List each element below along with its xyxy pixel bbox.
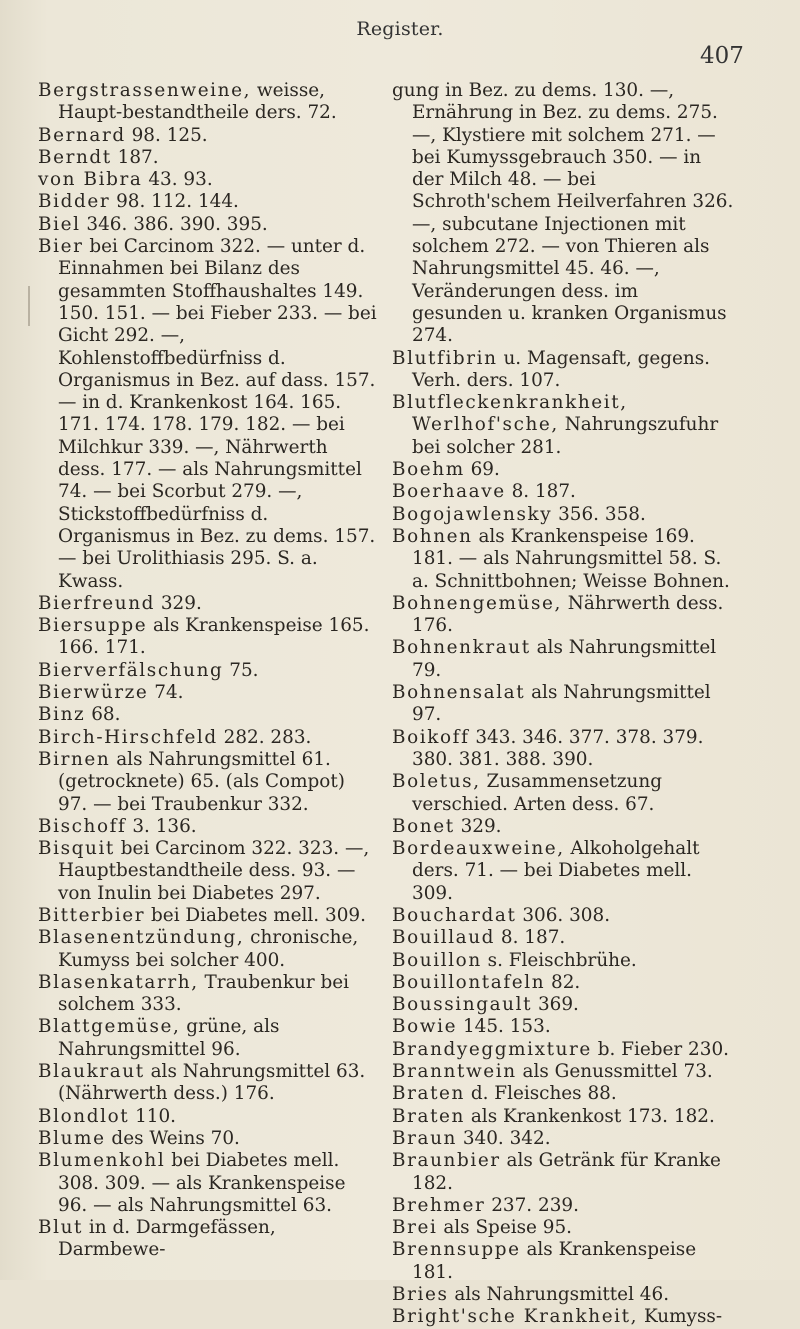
index-references: chronische, Kumyss bei solcher 400.: [58, 927, 359, 971]
index-entry: [392, 927, 734, 949]
index-headword: Blumenkohl: [38, 1150, 166, 1172]
index-references: als Getränk für Kranke 182.: [412, 1150, 721, 1194]
index-entry: [38, 1106, 380, 1128]
index-entry: [38, 838, 380, 905]
index-headword: Blut: [38, 1217, 84, 1239]
index-entry: [38, 660, 380, 682]
index-entry: [38, 147, 380, 169]
index-headword: Blasenentzündung,: [38, 927, 245, 949]
index-headword: Bitterbier: [38, 904, 146, 926]
index-references: 74.: [148, 682, 184, 704]
index-references: als Nahrungsmittel 79.: [412, 637, 717, 681]
index-entry: [392, 1284, 734, 1306]
index-references: grüne, als Nahrungsmittel 96.: [58, 1016, 280, 1060]
index-references: 306. 308.: [516, 904, 611, 926]
index-headword: Bohnen: [392, 525, 473, 547]
index-references: u. Magensaft, gegens. Verh. ders. 107.: [412, 347, 711, 391]
index-headword: Birch-Hirschfeld: [38, 726, 218, 748]
index-entry: [392, 526, 734, 593]
index-entry: [38, 1016, 380, 1061]
index-references: b. Fieber 230.: [591, 1038, 729, 1060]
index-references: 346. 386. 390. 395.: [80, 213, 268, 235]
index-headword: Bierverfälschung: [38, 659, 224, 681]
index-headword: Boikoff: [392, 726, 470, 748]
index-headword: Bouchardat: [392, 904, 517, 926]
index-headword: Brehmer: [392, 1194, 486, 1216]
index-entry: [38, 816, 380, 838]
index-entry: [392, 1239, 734, 1284]
index-headword: Blume: [38, 1127, 106, 1149]
index-references: 98. 125.: [125, 124, 208, 146]
index-references: 343. 346. 377. 378. 379. 380. 381. 388. 390.: [412, 726, 704, 770]
index-entry: [392, 1083, 734, 1105]
index-entry: [392, 950, 734, 972]
index-headword: Bouillontafeln: [392, 971, 546, 993]
index-references: 69.: [464, 459, 500, 481]
index-references: als Nahrungsmittel 97.: [412, 682, 711, 726]
index-headword: Birnen: [38, 748, 111, 770]
index-references: als Nahrungsmittel 61. (getrocknete) 65. (als Compot) 97. — bei Traubenkur 332.: [58, 748, 345, 815]
left-index-column: [38, 80, 380, 1262]
index-references: 8. 187.: [505, 481, 576, 503]
index-references: 237. 239.: [485, 1194, 579, 1216]
index-headword: Berndt: [38, 146, 112, 168]
index-headword: Bohnengemüse,: [392, 592, 562, 614]
index-entry: [38, 905, 380, 927]
index-headword: Blaukraut: [38, 1061, 145, 1083]
index-references: 75.: [223, 659, 259, 681]
index-references: als Krankenspeise 181.: [412, 1239, 697, 1283]
index-headword: Blasenkatarrh,: [38, 971, 199, 993]
index-references: 282. 283.: [217, 726, 312, 748]
index-headword: Boletus,: [392, 771, 481, 793]
index-references: Zusammensetzung verschied. Arten dess. 67.: [412, 771, 663, 815]
index-entry: [392, 1150, 734, 1195]
index-references: 369.: [532, 994, 579, 1016]
index-references: Nährwerth dess. 176.: [412, 592, 724, 637]
index-headword: Bowie: [392, 1016, 458, 1038]
index-headword: Branntwein: [392, 1061, 517, 1083]
index-headword: Bouillaud: [392, 927, 496, 949]
index-entry: [38, 593, 380, 615]
index-entry: [38, 236, 380, 593]
index-headword: Bohnenkraut: [392, 637, 531, 659]
index-headword: Blattgemüse,: [38, 1016, 181, 1038]
index-headword: Bonet: [392, 815, 455, 837]
index-entry: [392, 593, 734, 638]
index-headword: Boehm: [392, 459, 465, 481]
index-references: s. Fleischbrühe.: [481, 949, 637, 971]
index-entry: [38, 1061, 380, 1106]
index-headword: Biersuppe: [38, 615, 148, 637]
index-headword: Bisquit: [38, 838, 115, 860]
index-references: als Speise 95.: [437, 1217, 573, 1239]
index-references: 3. 136.: [126, 815, 197, 837]
index-references: als Krankenkost 173. 182.: [465, 1105, 715, 1127]
index-references: bei Carcinom 322. — unter d. Einnahmen bei Bilanz des gesammten Stoffhaushaltes 149. 150. 151. — bei Fieber 233. — bei Gicht 292. —, Kohlenstoffbedürfniss d. Organismus in Bez. auf dass. 157. — in d. Krankenkost 164. 165. 171. 174. 178. 179. 182. — bei Milchkur 339. —, Nährwerth dess. 177. — als Nahrungsmittel 74. — bei Scorbut 279. —, Stickstoffbedürfniss d. Organismus in Bez. zu dems. 157. — bei Urolithiasis 295. S. a. Kwass.: [58, 236, 377, 592]
index-entry: [38, 927, 380, 972]
index-headword: Braten: [392, 1105, 465, 1127]
index-headword: Bright'sche Krankheit,: [392, 1306, 639, 1328]
index-entry: [38, 972, 380, 1017]
index-references: Traubenkur bei solchem 333.: [58, 971, 350, 1016]
index-entry: [392, 1061, 734, 1083]
index-entry: [38, 80, 380, 125]
index-headword: Bouillon: [392, 949, 482, 971]
index-headword: Braten: [392, 1083, 465, 1105]
index-entry: [38, 169, 380, 191]
index-entry: [38, 1217, 380, 1262]
index-references: bei Carcinom 322. 323. —, Hauptbestandtheile dess. 93. — von Inulin bei Diabetes 297.: [58, 838, 370, 904]
page-number: 407: [700, 43, 744, 69]
index-references: bei Diabetes mell. 309.: [145, 904, 366, 926]
index-references: 356. 358.: [552, 503, 646, 525]
index-references: 110.: [129, 1105, 177, 1127]
index-headword: Bries: [392, 1284, 449, 1306]
index-headword: Bier: [38, 236, 84, 258]
index-entry: [392, 682, 734, 727]
index-headword: Boerhaave: [392, 481, 506, 503]
index-references: 82.: [545, 971, 581, 993]
index-entry: [38, 125, 380, 147]
index-headword: Brennsuppe: [392, 1239, 521, 1261]
index-entry: [38, 615, 380, 660]
index-references: bei Diabetes mell. 308. 309. — als Krankenspeise 96. — als Nahrungsmittel 63.: [58, 1150, 346, 1216]
index-references: 8. 187.: [495, 927, 566, 949]
index-entry: [392, 771, 734, 816]
right-index-column: [392, 80, 734, 1329]
index-entry: [392, 459, 734, 481]
index-headword: von Bibra: [38, 169, 143, 191]
index-entry: [38, 1150, 380, 1217]
index-entry: [392, 348, 734, 393]
index-headword: Bordeauxweine,: [392, 838, 565, 860]
index-headword: Bidder: [38, 191, 111, 213]
index-references: Alkoholgehalt ders. 71. — bei Diabetes mell. 309.: [412, 838, 700, 904]
index-entry: [392, 80, 734, 348]
index-references: d. Fleisches 88.: [465, 1083, 617, 1105]
index-references: als Krankenspeise 165. 166. 171.: [58, 615, 370, 659]
index-headword: Biel: [38, 213, 81, 235]
index-headword: Bierwürze: [38, 682, 149, 704]
index-entry: [392, 504, 734, 526]
index-entry: [392, 637, 734, 682]
index-headword: Binz: [38, 704, 86, 726]
index-references: 329.: [454, 815, 502, 837]
index-headword: Bohnensalat: [392, 682, 526, 704]
index-headword: Brei: [392, 1217, 438, 1239]
index-headword: Bierfreund: [38, 592, 156, 614]
index-headword: Braunbier: [392, 1150, 501, 1172]
index-references: als Genussmittel 73.: [516, 1061, 713, 1083]
index-headword: Brandyeggmixture: [392, 1038, 592, 1060]
index-entry: [392, 994, 734, 1016]
index-entry: [38, 704, 380, 726]
index-entry: [392, 481, 734, 503]
index-entry: [392, 1106, 734, 1128]
index-headword: Bischoff: [38, 815, 127, 837]
index-references: 187.: [111, 146, 159, 168]
index-references: als Nahrungsmittel 46.: [448, 1284, 670, 1306]
index-entry: [38, 682, 380, 704]
index-entry: [392, 727, 734, 772]
index-entry: [38, 191, 380, 213]
index-entry: [392, 1217, 734, 1239]
index-entry: [392, 905, 734, 927]
index-references: 43. 93.: [142, 169, 213, 191]
running-title: Register.: [356, 18, 444, 40]
index-headword: Braun: [392, 1127, 457, 1149]
index-headword: Bergstrassenweine,: [38, 80, 252, 101]
index-headword: Boussingault: [392, 994, 533, 1016]
index-headword: Bernard: [38, 124, 126, 146]
index-entry: [392, 1195, 734, 1217]
index-entry: [392, 392, 734, 459]
index-references: gung in Bez. zu dems. 130. —, Ernährung in Bez. zu dems. 275. —, Klystiere mit solchem 271. — bei Kumyssgebrauch 350. — in der Milch 48. — bei Schroth'schem Heilverfahren 326. —, subcutane Injectionen mit solchem 272. — von Thieren als Nahrungsmittel 45. 46. —, Veränderungen dess. im gesunden u. kranken Organismus 274.: [392, 80, 734, 347]
index-headword: Blondlot: [38, 1105, 130, 1127]
index-references: 340. 342.: [456, 1127, 551, 1149]
index-references: in d. Darmgefässen, Darmbewe-: [58, 1217, 276, 1261]
index-references: als Krankenspeise 169. 181. — als Nahrungsmittel 58. S. a. Schnittbohnen; Weisse Bohnen.: [412, 525, 730, 592]
index-entry: [392, 838, 734, 905]
index-entry: [392, 972, 734, 994]
index-entry: [392, 1039, 734, 1061]
index-references: Nahrungszufuhr bei solcher 281.: [412, 414, 719, 458]
index-references: 145. 153.: [457, 1016, 551, 1038]
index-references: 68.: [85, 704, 121, 726]
index-entry: [38, 749, 380, 816]
index-entry: [38, 727, 380, 749]
index-entry: [392, 1128, 734, 1150]
index-entry: [38, 214, 380, 236]
index-entry: [38, 1128, 380, 1150]
index-references: als Nahrungsmittel 63. (Nährwerth dess.) 176.: [58, 1061, 366, 1105]
index-entry: [392, 1016, 734, 1038]
index-entry: [392, 816, 734, 838]
index-references: weisse, Haupt-bestandtheile ders. 72.: [58, 80, 337, 124]
index-headword: Blutfibrin: [392, 347, 498, 369]
index-references: 98. 112. 144.: [110, 191, 239, 213]
index-entry: [392, 1306, 734, 1328]
index-headword: Bogojawlensky: [392, 503, 553, 525]
index-references: des Weins 70.: [105, 1127, 240, 1149]
index-headword: Blutfleckenkrankheit, Werlhof'sche,: [392, 392, 628, 436]
index-references: 329.: [155, 592, 202, 614]
index-references: Kumyss-: [638, 1306, 723, 1328]
margin-mark: [28, 286, 30, 326]
